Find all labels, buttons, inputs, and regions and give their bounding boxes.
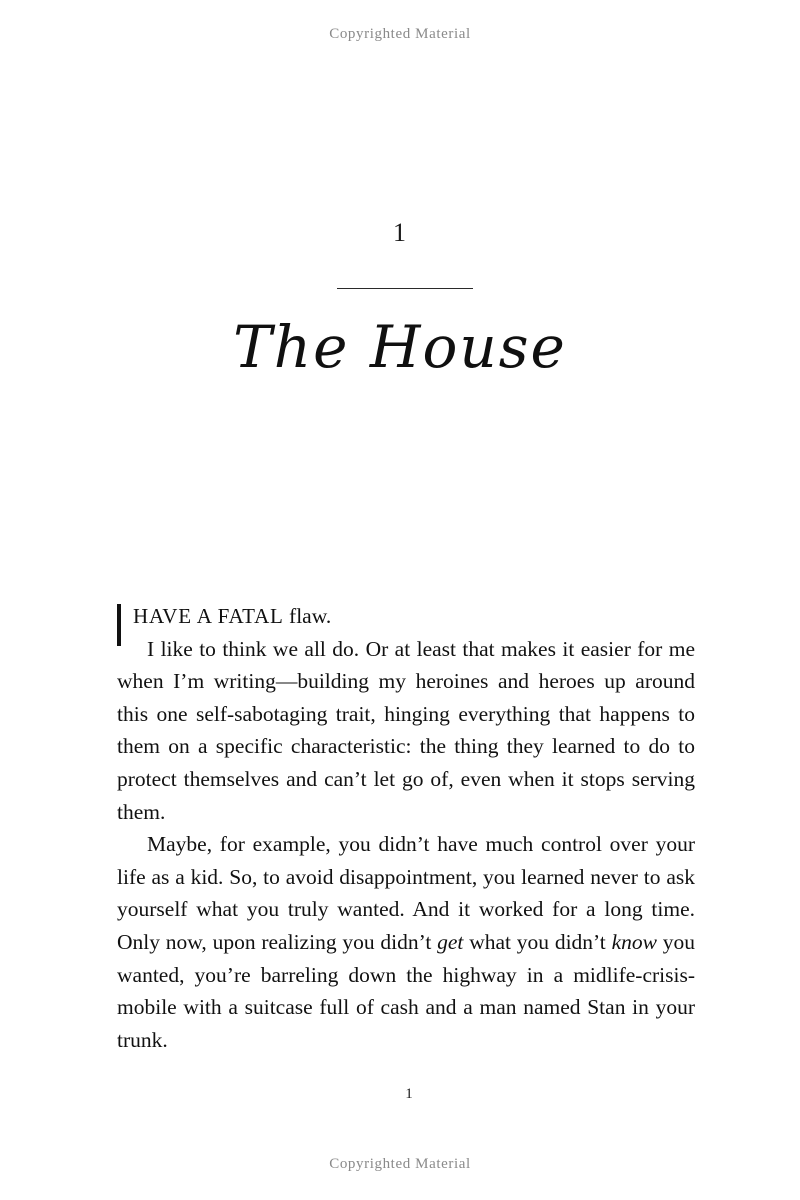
chapter-title: The House xyxy=(233,313,567,381)
body-text xyxy=(117,600,695,1056)
paragraph-opening-rest: flaw. xyxy=(283,604,332,628)
paragraph-two: I like to think we all do. Or at least that makes it easier for me when I’m writing—building my heroines and heroes up around this one self-sabotaging trait, hinging everything that happens to them on a specific characteristic: the thing they learned to do to protect themselves and can’t let go of, even when it stops serving them. xyxy=(117,636,695,824)
emphasis-know: know xyxy=(611,929,657,954)
chapter-number: 1 xyxy=(393,218,407,247)
drop-cap-bar xyxy=(117,604,121,646)
page-number-value: 1 xyxy=(405,1086,413,1102)
paragraph-three xyxy=(117,828,695,1056)
paragraph-three-part-c: you wanted, you’re barreling down the highway in a midlife-crisis-mobile with a suitcase full of cash and a man named Stan in your trunk. xyxy=(117,929,696,1052)
paragraph-opening xyxy=(117,600,695,633)
copyright-watermark-top: Copyrighted Material xyxy=(329,26,471,42)
small-caps-opening: HAVE A FATAL xyxy=(133,604,284,628)
chapter-divider-rule xyxy=(337,288,473,289)
emphasis-get: get xyxy=(437,929,464,954)
paragraph-three-part-a: Maybe, for example, you didn’t have much control over your life as a kid. So, to avoid disappointment, you learned never to ask yourself what you truly wanted. And it worked for a long time. Only now, upon realizing you didn’t xyxy=(117,832,695,954)
paragraph-three-part-b: what you didn’t xyxy=(463,929,612,954)
page-number xyxy=(0,1086,800,1103)
copyright-watermark-bottom: Copyrighted Material xyxy=(329,1156,471,1172)
